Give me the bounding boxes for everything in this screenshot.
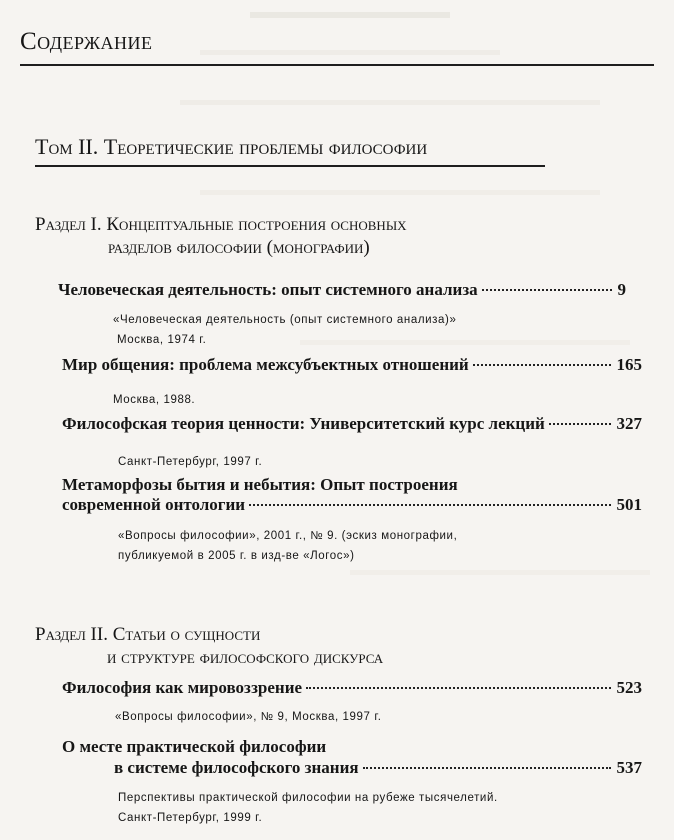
note-line: Санкт-Петербург, 1997 г. — [118, 456, 263, 468]
note-line: «Человеческая деятельность (опыт системного анализа)» — [113, 314, 457, 326]
entry-page: 9 — [617, 280, 626, 299]
entry-page: 537 — [616, 758, 642, 777]
entry-title: Философия как мировоззрение — [62, 678, 303, 697]
toc-entry[interactable] — [62, 355, 642, 375]
page-heading: Содержание — [20, 28, 153, 55]
toc-entry[interactable] — [62, 678, 642, 698]
entry-page: 523 — [616, 678, 642, 697]
entry-note — [115, 707, 382, 727]
entry-title: современной онтологии — [62, 495, 246, 514]
note-line: Москва, 1988. — [113, 394, 196, 406]
entry-title-line[interactable]: Метаморфозы бытия и небытия: Опыт построения — [62, 475, 458, 494]
entry-title-line[interactable]: О месте практической философии — [62, 737, 327, 756]
entry-note — [113, 310, 456, 350]
note-line: «Вопросы философии», 2001 г., № 9. (эскиз монографии, — [118, 530, 458, 542]
section-title — [35, 623, 383, 669]
entry-title: в системе философского знания — [114, 758, 359, 777]
section-title-line: разделов философии (монографии) — [108, 237, 370, 258]
dot-leader — [363, 767, 611, 769]
entry-note — [118, 452, 262, 472]
volume-rule — [35, 165, 545, 167]
dot-leader — [473, 364, 611, 366]
note-line: Перспективы практической философии на рубеже тысячелетий. — [118, 792, 498, 804]
note-line: «Вопросы философии», № 9, Москва, 1997 г. — [115, 711, 382, 723]
section-title — [35, 213, 407, 259]
section-title-line: Раздел I. Концептуальные построения основных — [35, 214, 407, 235]
note-line: Санкт-Петербург, 1999 г. — [118, 812, 263, 824]
entry-page: 165 — [616, 355, 642, 374]
toc-entry[interactable] — [62, 495, 642, 515]
dot-leader — [549, 423, 611, 425]
entry-title: Человеческая деятельность: опыт системного анализа — [58, 280, 478, 299]
note-line: Москва, 1974 г. — [117, 334, 207, 346]
section-title-line: Раздел II. Статьи о сущности — [35, 624, 261, 645]
toc-entry[interactable] — [114, 758, 642, 778]
section-title-line: и структуре философского дискурса — [107, 647, 384, 668]
entry-page: 327 — [616, 414, 642, 433]
heading-rule — [20, 64, 654, 66]
dot-leader — [482, 289, 612, 291]
note-line: публикуемой в 2005 г. в изд-ве «Логос») — [118, 550, 355, 562]
dot-leader — [249, 504, 610, 506]
entry-title: Философская теория ценности: Университетский курс лекций — [62, 414, 545, 433]
volume-title: Том II. Теоретические проблемы философии — [35, 134, 428, 159]
entry-note — [118, 526, 457, 566]
entry-title: Мир общения: проблема межсубъектных отношений — [62, 355, 469, 374]
toc-entry[interactable] — [58, 280, 626, 300]
entry-note — [118, 788, 498, 828]
entry-note — [113, 390, 195, 410]
toc-entry[interactable] — [62, 414, 642, 434]
dot-leader — [306, 687, 610, 689]
entry-page: 501 — [616, 495, 642, 514]
